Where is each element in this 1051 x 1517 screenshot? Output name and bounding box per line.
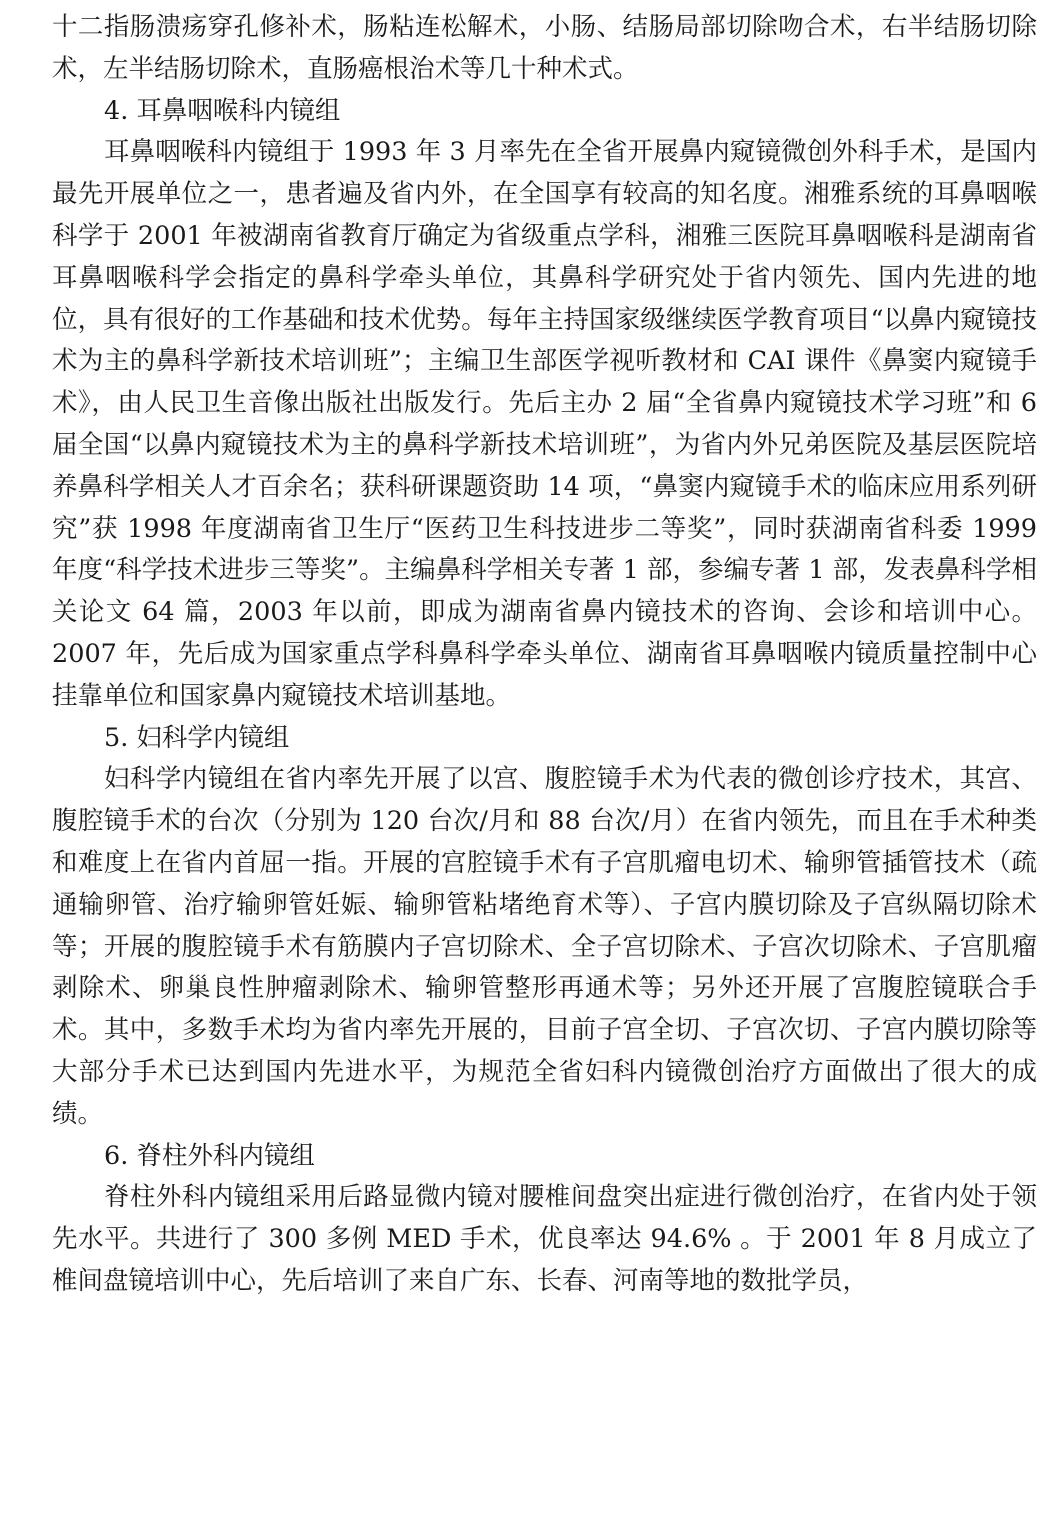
section-heading-ent: 4. 耳鼻咽喉科内镜组 — [104, 95, 341, 126]
section-heading-gynecology: 5. 妇科学内镜组 — [104, 722, 290, 753]
paragraph-gynecology: 妇科学内镜组在省内率先开展了以宫、腹腔镜手术为代表的微创诊疗技术，其宫、腹腔镜手术的台次（分别为 120 台次/月和 88 台次/月）在省内领先，而且在手术种类和难度上在省内首屈一指。开展的宫腔镜手术有子宫肌瘤电切术、输卵管插管技术（疏通输卵管、治疗输卵管妊娠、输卵管粘堵绝育术等）、子宫内膜切除及子宫纵隔切除术等；开展的腹腔镜手术有筋膜内子宫切除术、全子宫切除术、子宫次切除术、子宫肌瘤剥除术、卵巢良性肿瘤剥除术、输卵管整形再通术等；另外还开展了宫腹腔镜联合手术。其中，多数手术均为省内率先开展的，目前子宫全切、子宫次切、子宫内膜切除等大部分手术已达到国内先进水平，为规范全省妇科内镜微创治疗方面做出了很大的成绩。 — [52, 764, 1037, 1129]
section-heading-spine: 6. 脊柱外科内镜组 — [104, 1140, 315, 1171]
paragraph-continued: 十二指肠溃疡穿孔修补术，肠粘连松解术，小肠、结肠局部切除吻合术，右半结肠切除术，左半结肠切除术，直肠癌根治术等几十种术式。 — [52, 12, 1037, 84]
paragraph-ent: 耳鼻咽喉科内镜组于 1993 年 3 月率先在全省开展鼻内窥镜微创外科手术，是国内最先开展单位之一，患者遍及省内外，在全国享有较高的知名度。湘雅系统的耳鼻咽喉科学于 2001 年被湖南省教育厅确定为省级重点学科，湘雅三医院耳鼻咽喉科是湖南省耳鼻咽喉科学会指定的鼻科学牵头单位，其鼻科学研究处于省内领先、国内先进的地位，具有很好的工作基础和技术优势。每年主持国家级继续医学教育项目“以鼻内窥镜技术为主的鼻科学新技术培训班”；主编卫生部医学视听教材和 CAI 课件《鼻窦内窥镜手术》，由人民卫生音像出版社出版发行。先后主办 2 届“全省鼻内窥镜技术学习班”和 6 届全国“以鼻内窥镜技术为主的鼻科学新技术培训班”，为省内外兄弟医院及基层医院培养鼻科学相关人才百余名；获科研课题资助 14 项，“鼻窦内窥镜手术的临床应用系列研究”获 1998 年度湖南省卫生厅“医药卫生科技进步二等奖”，同时获湖南省科委 1999 年度“科学技术进步三等奖”。主编鼻科学相关专著 1 部，参编专著 1 部，发表鼻科学相关论文 64 篇，2003 年以前，即成为湖南省鼻内镜技术的咨询、会诊和培训中心。2007 年，先后成为国家重点学科鼻科学牵头单位、湖南省耳鼻咽喉内镜质量控制中心挂靠单位和国家鼻内窥镜技术培训基地。 — [52, 137, 1037, 711]
paragraph-spine: 脊柱外科内镜组采用后路显微内镜对腰椎间盘突出症进行微创治疗，在省内处于领先水平。共进行了 300 多例 MED 手术，优良率达 94.6% 。于 2001 年 8 月成立了椎间盘镜培训中心，先后培训了来自广东、长春、河南等地的数批学员， — [52, 1182, 1037, 1296]
